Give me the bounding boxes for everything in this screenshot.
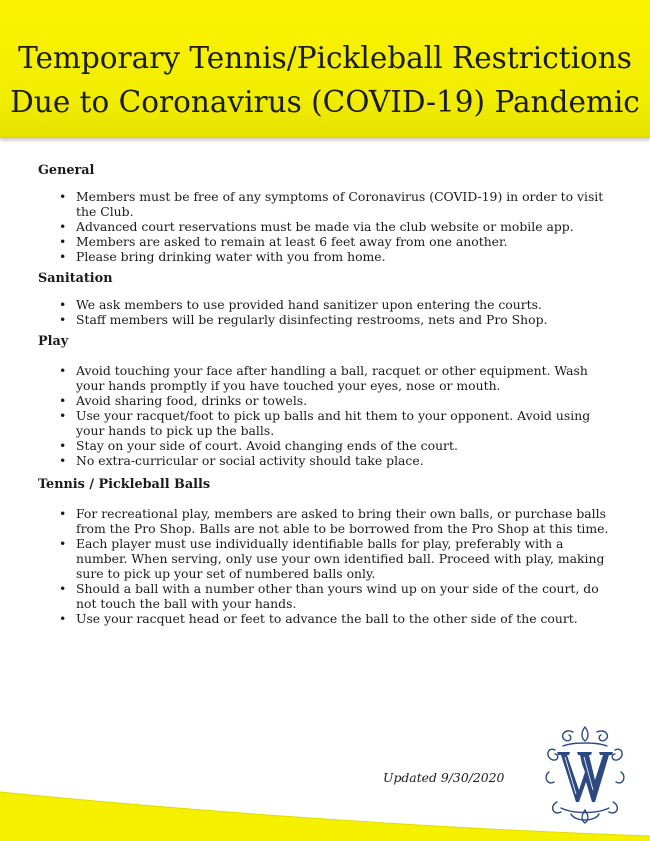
section-heading-play: Play [38,334,69,349]
updated-date: Updated 9/30/2020 [383,770,505,785]
section-balls [38,476,613,626]
list-play [38,363,613,468]
section-sanitation [38,270,613,327]
list-item: • Members are asked to remain at least 6 feet away from one another. [76,234,613,249]
section-play [38,333,613,468]
list-item: • We ask members to use provided hand sanitizer upon entering the courts. [76,297,613,312]
list-item: • Advanced court reservations must be made via the club website or mobile app. [76,219,613,234]
list-item: • Members must be free of any symptoms of Coronavirus (COVID-19) in order to visit the Club. [76,189,613,219]
list-item: • Please bring drinking water with you from home. [76,249,613,264]
list-item: • Use your racquet head or feet to advance the ball to the other side of the court. [76,611,613,626]
section-heading-sanitation: Sanitation [38,271,113,286]
monogram-w-crest-icon [543,724,627,824]
list-item: • Use your racquet/foot to pick up balls and hit them to your opponent. Avoid using your hands to pick up the balls. [76,408,613,438]
list-item: • For recreational play, members are asked to bring their own balls, or purchase balls from the Pro Shop. Balls are not able to be borrowed from the Pro Shop at this time. [76,506,613,536]
page-title [0,36,650,124]
list-item: • Staff members will be regularly disinfecting restrooms, nets and Pro Shop. [76,312,613,327]
title-line-1: Temporary Tennis/Pickleball Restrictions [18,41,632,75]
list-sanitation [38,297,613,327]
list-item: • Avoid touching your face after handling a ball, racquet or other equipment. Wash your hands promptly if you have touched your eyes, nose or mouth. [76,363,613,393]
section-heading-general: General [38,163,95,178]
list-balls [38,506,613,626]
list-item: • Each player must use individually identifiable balls for play, preferably with a number. When serving, only use your own identified ball. Proceed with play, making sure to pick up your set of numbered balls only. [76,536,613,581]
list-item: • Should a ball with a number other than yours wind up on your side of the court, do not touch the ball with your hands. [76,581,613,611]
list-item: • Avoid sharing food, drinks or towels. [76,393,613,408]
header-banner [0,0,650,138]
document-body [38,162,613,632]
section-general [38,162,613,264]
list-general [38,189,613,264]
list-item: • No extra-curricular or social activity should take place. [76,453,613,468]
list-item: • Stay on your side of court. Avoid changing ends of the court. [76,438,613,453]
title-line-2: Due to Coronavirus (COVID-19) Pandemic [10,85,640,119]
section-heading-balls: Tennis / Pickleball Balls [38,477,211,492]
